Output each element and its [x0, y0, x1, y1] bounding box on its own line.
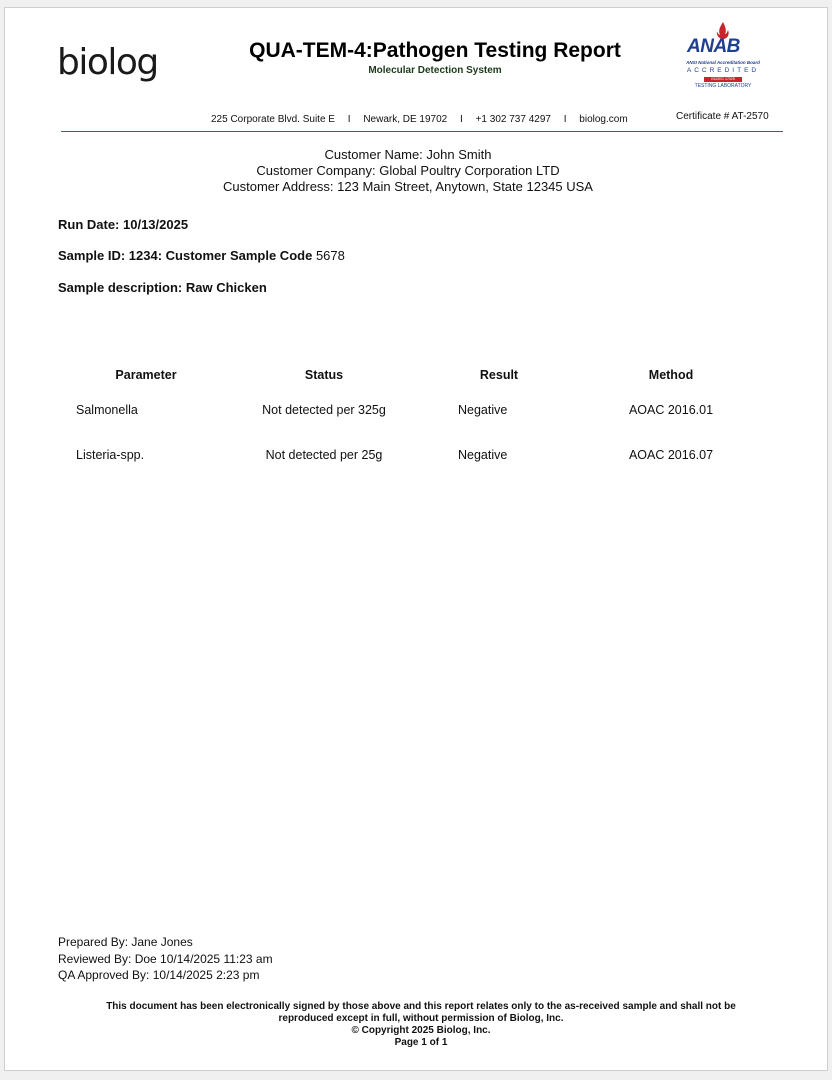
qa-approved-by: QA Approved By: 10/14/2025 2:23 pm — [58, 968, 260, 982]
table-row — [58, 387, 758, 432]
cell-result: Negative — [458, 402, 508, 417]
page-number: Page 1 of 1 — [394, 1037, 448, 1048]
contact-website: biolog.com — [579, 114, 628, 125]
footer-copyright: © Copyright 2025 Biolog, Inc. — [351, 1025, 491, 1036]
header-divider — [61, 131, 783, 132]
footer-disclaimer: This document has been electronically signed by those above and this report relates only to the as-received sample and shall not be — [106, 1001, 736, 1012]
contact-line — [211, 114, 628, 125]
prepared-by: Prepared By: Jane Jones — [58, 935, 193, 949]
anab-testing-lab: TESTING LABORATORY — [694, 83, 752, 89]
sample-id — [58, 248, 345, 263]
reviewed-by: Reviewed By: Doe 10/14/2025 11:23 am — [58, 951, 273, 966]
header-status: Status — [304, 368, 344, 382]
customer-block — [155, 147, 661, 195]
contact-separator: I — [460, 114, 463, 125]
table-row — [58, 432, 758, 477]
run-date: Run Date: 10/13/2025 — [58, 217, 189, 232]
biolog-logo: biolog — [57, 42, 158, 83]
anab-accreditation-logo — [673, 22, 773, 96]
signature-block — [58, 934, 273, 984]
sample-code: 5678 — [315, 248, 345, 263]
anab-iso-bar: ISO/IEC 17025 — [704, 77, 742, 82]
contact-separator: I — [563, 114, 567, 125]
anab-wordmark: ANAB — [687, 36, 740, 57]
footer — [65, 1001, 777, 1049]
cell-method: AOAC 2016.07 — [628, 447, 714, 462]
report-subtitle: Molecular Detection System — [368, 65, 502, 76]
cell-status: Not detected per 25g — [265, 447, 383, 462]
cell-method: AOAC 2016.01 — [628, 402, 714, 417]
contact-city: Newark, DE 19702 — [363, 114, 448, 125]
header-method: Method — [648, 368, 694, 382]
customer-address: Customer Address: 123 Main Street, Anytown, State 12345 USA — [223, 179, 593, 194]
cell-status: Not detected per 325g — [262, 402, 386, 417]
contact-address: 225 Corporate Blvd. Suite E — [211, 114, 335, 125]
customer-name: Customer Name: John Smith — [324, 147, 492, 162]
anab-board-name: ANSI National Accreditation Board — [686, 60, 760, 65]
footer-disclaimer-continued: reproduced except in full, without permission of Biolog, Inc. — [278, 1013, 564, 1024]
sample-description: Sample description: Raw Chicken — [58, 280, 267, 295]
cell-parameter: Salmonella — [76, 402, 138, 417]
contact-phone: +1 302 737 4297 — [475, 114, 551, 125]
contact-separator: I — [347, 114, 351, 125]
results-table — [58, 363, 758, 477]
cell-parameter: Listeria-spp. — [76, 447, 145, 462]
report-page — [4, 7, 828, 1071]
customer-company: Customer Company: Global Poultry Corporation LTD — [256, 163, 560, 178]
cell-result: Negative — [458, 447, 508, 462]
header-parameter: Parameter — [115, 368, 177, 382]
sample-id-label: Sample ID: 1234: Customer Sample Code — [58, 248, 313, 263]
results-header-row — [58, 363, 758, 387]
report-title: QUA-TEM-4:Pathogen Testing Report — [249, 39, 621, 62]
header-result: Result — [479, 368, 519, 382]
anab-accredited: ACCREDITED — [686, 67, 760, 74]
certificate-number: Certificate # AT-2570 — [676, 111, 769, 122]
